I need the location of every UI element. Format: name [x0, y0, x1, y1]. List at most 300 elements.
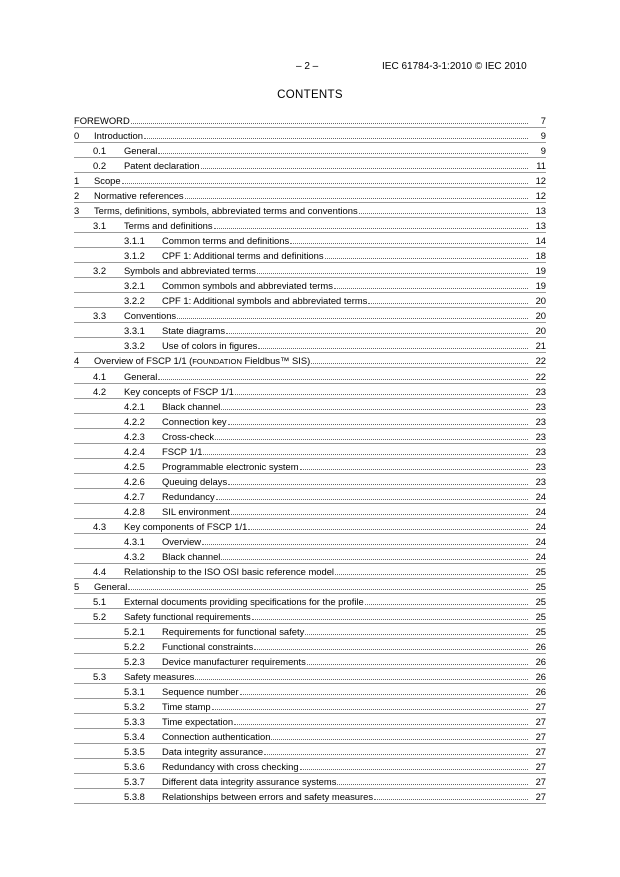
toc-entry-number: 5.3.7 — [124, 776, 145, 788]
toc-entry-title-smallcaps: FOUNDATION — [192, 357, 242, 367]
toc-entry[interactable] — [0, 790, 620, 803]
toc-entry-title-line — [162, 339, 545, 352]
dot-leader — [215, 430, 544, 440]
toc-entry-title — [162, 685, 239, 698]
dot-leader — [240, 685, 544, 695]
toc-entry-number: 4.4 — [93, 565, 107, 577]
toc-entry-title-text: Redundancy with cross checking — [162, 761, 299, 773]
toc-entry-number: 3.1 — [93, 220, 107, 232]
toc-entry-page: 24 — [528, 550, 546, 563]
dot-leader — [216, 490, 544, 500]
dot-leader — [359, 204, 544, 214]
row-rule — [74, 488, 546, 489]
row-rule — [74, 728, 546, 729]
toc-entry-number: 3.2.1 — [124, 280, 145, 292]
toc-entry-number: 3 — [74, 205, 80, 217]
row-rule — [74, 638, 546, 639]
dot-leader — [202, 535, 544, 545]
dot-leader — [158, 370, 544, 380]
dot-leader — [335, 565, 544, 575]
toc-entry-title — [124, 610, 251, 623]
toc-entry-title-line — [74, 114, 545, 127]
toc-entry-title-text: Sequence number — [162, 686, 239, 698]
toc-entry-number: 0.1 — [93, 145, 107, 157]
toc-entry[interactable] — [0, 655, 620, 668]
toc-entry-page: 26 — [528, 655, 546, 668]
toc-entry-title-line — [124, 159, 545, 172]
toc-entry-title-text: Use of colors in figures — [162, 340, 258, 352]
dot-leader — [258, 339, 544, 349]
toc-entry-title-line — [162, 324, 545, 337]
toc-entry-title-text: Relationship to the ISO OSI basic reference model — [124, 565, 335, 577]
toc-entry-title — [162, 249, 324, 262]
toc-entry-number: 5.3.2 — [124, 701, 145, 713]
toc-entry-number: 3.3.2 — [124, 340, 145, 352]
toc-entry[interactable] — [0, 625, 620, 638]
toc-entry-title-text: General — [124, 370, 158, 382]
toc-entry[interactable] — [0, 144, 620, 157]
toc-entry[interactable] — [0, 475, 620, 488]
toc-entry-page: 13 — [528, 204, 546, 217]
row-rule — [74, 127, 546, 128]
toc-entry[interactable] — [0, 775, 620, 788]
toc-entry-title — [124, 670, 194, 683]
dot-leader — [368, 294, 544, 304]
toc-entry[interactable] — [0, 249, 620, 262]
toc-entry-number: 4.2.7 — [124, 490, 145, 502]
toc-entry-page: 27 — [528, 715, 546, 728]
row-rule — [74, 292, 546, 293]
toc-entry-title-line — [94, 129, 545, 142]
toc-entry-title-suffix: Fieldbus™ SIS) — [241, 355, 311, 367]
dot-leader — [195, 670, 544, 680]
toc-entry-title — [124, 565, 334, 578]
toc-entry[interactable] — [0, 114, 620, 127]
page-title: CONTENTS — [277, 89, 343, 101]
toc-entry-title-text: State diagrams — [162, 325, 226, 337]
toc-entry-title-text: Key components of FSCP 1/1 — [124, 520, 248, 532]
toc-entry-number: 5.3.3 — [124, 716, 145, 728]
toc-entry[interactable] — [0, 430, 620, 443]
toc-entry-page: 24 — [528, 505, 546, 518]
toc-entry-title-line — [124, 610, 545, 623]
dot-leader — [325, 249, 544, 259]
row-rule — [74, 277, 546, 278]
toc-entry-number: 4.2.8 — [124, 505, 145, 517]
row-rule — [74, 713, 546, 714]
toc-entry-title-line — [94, 354, 545, 368]
toc-entry-page: 27 — [528, 790, 546, 803]
row-rule — [74, 142, 546, 143]
toc-entry-number: 4.2.4 — [124, 445, 145, 457]
toc-entry-title-line — [94, 174, 545, 187]
toc-entry-title-line — [162, 460, 545, 473]
toc-entry-number: 5.3.4 — [124, 731, 145, 743]
row-rule — [74, 247, 546, 248]
toc-entry-title-text: Cross-check — [162, 430, 215, 442]
toc-entry-number: 4.2.3 — [124, 430, 145, 442]
toc-entry-title-text: Normative references — [94, 190, 184, 202]
dot-leader — [374, 790, 544, 800]
dot-leader — [300, 760, 544, 770]
toc-entry-title-line — [124, 520, 545, 533]
toc-entry[interactable] — [0, 610, 620, 623]
row-rule — [74, 187, 546, 188]
row-rule — [74, 352, 546, 353]
row-rule — [74, 413, 546, 414]
toc-entry-number: 4.2.6 — [124, 475, 145, 487]
toc-entry[interactable] — [0, 640, 620, 653]
toc-entry-title-text: Scope — [94, 175, 121, 187]
toc-entry[interactable] — [0, 715, 620, 728]
toc-entry-page: 18 — [528, 249, 546, 262]
toc-entry-title-text: Overview of FSCP 1/1 ( — [94, 355, 193, 367]
toc-entry-title — [124, 309, 176, 322]
toc-entry[interactable] — [0, 354, 620, 367]
toc-entry-number: 5.2.1 — [124, 626, 145, 638]
toc-entry-title-text: Conventions — [124, 310, 177, 322]
toc-entry[interactable] — [0, 550, 620, 563]
toc-entry-number: 5.2.3 — [124, 656, 145, 668]
toc-entry-page: 23 — [528, 415, 546, 428]
toc-entry-number: 5.1 — [93, 595, 107, 607]
toc-entry-number: 5.2.2 — [124, 641, 145, 653]
toc-entry[interactable] — [0, 174, 620, 187]
toc-entry[interactable] — [0, 595, 620, 608]
toc-entry-title — [124, 370, 157, 383]
row-rule — [74, 202, 546, 203]
toc-entry-page: 23 — [528, 430, 546, 443]
toc-entry-title — [162, 445, 202, 458]
toc-entry-title-text: CPF 1: Additional terms and definitions — [162, 250, 324, 262]
row-rule — [74, 548, 546, 549]
toc-entry[interactable] — [0, 400, 620, 413]
toc-entry-title-text: CPF 1: Additional symbols and abbreviated terms — [162, 295, 368, 307]
toc-entry-title-line — [162, 715, 545, 728]
dot-leader — [221, 400, 544, 410]
toc-entry-page: 24 — [528, 520, 546, 533]
dot-leader — [252, 610, 544, 620]
toc-entry-title-text: Terms and definitions — [124, 220, 213, 232]
toc-entry-title-text: Relationships between errors and safety measures — [162, 791, 374, 803]
toc-entry[interactable] — [0, 370, 620, 383]
toc-entry-title — [162, 730, 270, 743]
toc-entry-title — [162, 715, 233, 728]
toc-entry-title — [94, 129, 143, 142]
row-rule — [74, 157, 546, 158]
toc-entry-title-text: Key concepts of FSCP 1/1 — [124, 385, 234, 397]
dot-leader — [334, 279, 544, 289]
row-rule — [74, 653, 546, 654]
toc-entry-title-text: Data integrity assurance — [162, 746, 264, 758]
toc-entry[interactable] — [0, 189, 620, 202]
row-rule — [74, 518, 546, 519]
toc-entry[interactable] — [0, 685, 620, 698]
toc-entry-title — [162, 415, 227, 428]
toc-entry-title-line — [162, 550, 545, 563]
dot-leader — [290, 234, 544, 244]
toc-entry-title-text: SIL environment — [162, 505, 230, 517]
toc-entry[interactable] — [0, 264, 620, 277]
row-rule — [74, 563, 546, 564]
toc-entry-page: 21 — [528, 339, 546, 352]
toc-entry-page: 24 — [528, 535, 546, 548]
toc-entry-page: 14 — [528, 234, 546, 247]
toc-entry-page: 25 — [528, 580, 546, 593]
toc-entry-title — [94, 354, 310, 368]
row-rule — [74, 743, 546, 744]
toc-entry-number: 4.2 — [93, 385, 107, 397]
row-rule — [74, 623, 546, 624]
toc-entry[interactable] — [0, 760, 620, 773]
toc-entry[interactable] — [0, 204, 620, 217]
toc-entry[interactable] — [0, 129, 620, 142]
toc-entry-title-line — [94, 189, 545, 202]
toc-entry[interactable] — [0, 745, 620, 758]
toc-entry-number: 3.1.2 — [124, 250, 145, 262]
toc-entry-title-text: Black channel — [162, 550, 221, 562]
toc-entry-title-line — [124, 309, 545, 322]
toc-entry[interactable] — [0, 670, 620, 683]
toc-entry-page: 26 — [528, 640, 546, 653]
toc-entry-title — [162, 550, 220, 563]
toc-entry-title-text: Redundancy — [162, 490, 215, 502]
toc-entry[interactable] — [0, 505, 620, 518]
toc-entry-number: 0.2 — [93, 160, 107, 172]
toc-entry-title-line — [162, 535, 545, 548]
toc-entry[interactable] — [0, 219, 620, 232]
toc-entry-page: 19 — [528, 279, 546, 292]
toc-entry-title-line — [162, 760, 545, 773]
toc-entry-number: 5.3.1 — [124, 686, 145, 698]
row-rule — [74, 608, 546, 609]
toc-entry-page: 23 — [528, 475, 546, 488]
toc-entry-title — [124, 520, 247, 533]
toc-entry-page: 26 — [528, 670, 546, 683]
toc-entry-title-text: Common terms and definitions — [162, 235, 290, 247]
page-number: – 2 – — [296, 61, 319, 72]
dot-leader — [235, 385, 544, 395]
toc-entry-number: 4.3.1 — [124, 535, 145, 547]
dot-leader — [212, 700, 544, 710]
toc-entry[interactable] — [0, 324, 620, 337]
row-rule — [74, 367, 546, 368]
toc-entry-title — [162, 775, 336, 788]
toc-entry-title-text: General — [94, 580, 128, 592]
toc-entry-title — [94, 580, 127, 593]
row-rule — [74, 533, 546, 534]
toc-entry-title — [162, 505, 230, 518]
toc-entry-title — [162, 760, 299, 773]
row-rule — [74, 262, 546, 263]
toc-entry-title-line — [162, 415, 545, 428]
toc-entry-title-line — [162, 700, 545, 713]
toc-entry-title-line — [124, 370, 545, 383]
toc-entry-page: 24 — [528, 490, 546, 503]
toc-entry-title-line — [162, 430, 545, 443]
dot-leader — [185, 189, 544, 199]
dot-leader — [201, 159, 544, 169]
toc-entry-title-line — [162, 249, 545, 262]
toc-entry-title-text: Safety measures — [124, 671, 195, 683]
dot-leader — [305, 625, 544, 635]
toc-entry-number: 5.3 — [93, 671, 107, 683]
dot-leader — [365, 595, 544, 605]
toc-entry-page: 20 — [528, 294, 546, 307]
toc-entry-number: 5.3.5 — [124, 746, 145, 758]
toc-entry-number: 4.2.5 — [124, 460, 145, 472]
toc-entry-page: 11 — [528, 159, 546, 172]
toc-entry-title — [162, 535, 201, 548]
toc-entry-title-text: Terms, definitions, symbols, abbreviated terms and conventions — [94, 205, 358, 217]
toc-entry-title-text: Introduction — [94, 130, 143, 142]
row-rule — [74, 473, 546, 474]
toc-entry-title-line — [162, 730, 545, 743]
toc-entry[interactable] — [0, 445, 620, 458]
toc-entry-number: 5.3.6 — [124, 761, 145, 773]
toc-entry-title-text: Queuing delays — [162, 475, 228, 487]
toc-entry-title — [94, 204, 358, 217]
dot-leader — [122, 174, 544, 184]
toc-entry-title-text: Time expectation — [162, 716, 234, 728]
toc-entry-title — [94, 174, 121, 187]
toc-entry[interactable] — [0, 385, 620, 398]
row-rule — [74, 503, 546, 504]
toc-entry-title-line — [162, 640, 545, 653]
toc-entry[interactable] — [0, 730, 620, 743]
toc-entry-title — [74, 114, 130, 127]
toc-entry[interactable] — [0, 279, 620, 292]
dot-leader — [226, 324, 544, 334]
toc-entry[interactable] — [0, 520, 620, 533]
row-rule — [74, 788, 546, 789]
toc-entry[interactable] — [0, 294, 620, 307]
toc-entry-page: 20 — [528, 324, 546, 337]
dot-leader — [214, 219, 544, 229]
toc-entry[interactable] — [0, 159, 620, 172]
dot-leader — [158, 144, 544, 154]
page-header — [0, 61, 620, 75]
toc-entry-page: 23 — [528, 445, 546, 458]
toc-entry-title-line — [162, 745, 545, 758]
toc-entry-page: 12 — [528, 189, 546, 202]
row-rule — [74, 803, 546, 804]
toc-entry-title-line — [94, 580, 545, 593]
dot-leader — [337, 775, 544, 785]
toc-entry-page: 13 — [528, 219, 546, 232]
toc-entry-title-line — [94, 204, 545, 217]
toc-entry-number: 4.3.2 — [124, 550, 145, 562]
toc-entry[interactable] — [0, 460, 620, 473]
toc-entry-number: 4.2.2 — [124, 415, 145, 427]
toc-entry-title — [162, 655, 306, 668]
toc-entry-title-text: Common symbols and abbreviated terms — [162, 280, 333, 292]
toc-entry-title — [162, 400, 220, 413]
dot-leader — [128, 580, 544, 590]
toc-entry-title-text: Safety functional requirements — [124, 610, 251, 622]
toc-entry[interactable] — [0, 234, 620, 247]
toc-entry[interactable] — [0, 700, 620, 713]
dot-leader — [177, 309, 544, 319]
toc-entry-title-line — [162, 625, 545, 638]
toc-entry-page: 25 — [528, 595, 546, 608]
toc-entry-title-line — [162, 294, 545, 307]
row-rule — [74, 307, 546, 308]
row-rule — [74, 773, 546, 774]
dot-leader — [144, 129, 544, 139]
dot-leader — [264, 745, 544, 755]
toc-entry-title-text: Programmable electronic system — [162, 460, 299, 472]
toc-entry-page: 22 — [528, 354, 546, 367]
toc-entry-title-line — [162, 400, 545, 413]
toc-entry[interactable] — [0, 309, 620, 322]
toc-entry-title-text: FSCP 1/1 — [162, 445, 203, 457]
toc-entry-number: 4.1 — [93, 370, 107, 382]
toc-entry-title-text: Black channel — [162, 400, 221, 412]
toc-entry[interactable] — [0, 339, 620, 352]
dot-leader — [221, 550, 544, 560]
toc-entry-title-text: Connection authentication — [162, 731, 271, 743]
dot-leader — [231, 505, 544, 515]
row-rule — [74, 668, 546, 669]
toc-entry-title — [162, 790, 373, 803]
toc-entry-title-line — [162, 234, 545, 247]
toc-entry-page: 22 — [528, 370, 546, 383]
dot-leader — [228, 475, 544, 485]
dot-leader — [300, 460, 544, 470]
toc-entry-title — [162, 294, 367, 307]
toc-entry-number: 5 — [74, 580, 80, 592]
toc-entry-title-line — [162, 790, 545, 803]
toc-entry-title — [162, 700, 211, 713]
toc-entry[interactable] — [0, 535, 620, 548]
row-rule — [74, 593, 546, 594]
toc-entry-page: 9 — [528, 144, 546, 157]
toc-entry-title-text: External documents providing specifications for the profile — [124, 595, 364, 607]
toc-entry-title — [162, 625, 304, 638]
toc-entry-page: 7 — [528, 114, 546, 127]
toc-entry-title-text: Requirements for functional safety — [162, 626, 305, 638]
toc-entry-title — [124, 385, 234, 398]
row-rule — [74, 758, 546, 759]
dot-leader — [254, 640, 544, 650]
toc-entry[interactable] — [0, 490, 620, 503]
toc-entry-title-text: Connection key — [162, 415, 227, 427]
toc-entry-title — [124, 595, 364, 608]
toc-entry-page: 27 — [528, 730, 546, 743]
dot-leader — [234, 715, 544, 725]
toc-entry-number: 2 — [74, 190, 80, 202]
toc-entry-page: 27 — [528, 745, 546, 758]
toc-entry-title — [124, 219, 213, 232]
row-rule — [74, 337, 546, 338]
toc-entry[interactable] — [0, 415, 620, 428]
row-rule — [74, 578, 546, 579]
toc-entry-title-line — [162, 475, 545, 488]
toc-entry-title-text: Time stamp — [162, 701, 211, 713]
toc-entry-title-line — [162, 505, 545, 518]
toc-entry-title-line — [124, 144, 545, 157]
row-rule — [74, 428, 546, 429]
row-rule — [74, 172, 546, 173]
toc-entry[interactable] — [0, 580, 620, 593]
toc-entry-title-text: Different data integrity assurance systems — [162, 776, 337, 788]
toc-entry[interactable] — [0, 565, 620, 578]
toc-entry-title-line — [124, 385, 545, 398]
toc-entry-title — [162, 339, 257, 352]
toc-entry-title-text: Functional constraints — [162, 641, 254, 653]
toc-entry-title — [162, 640, 253, 653]
